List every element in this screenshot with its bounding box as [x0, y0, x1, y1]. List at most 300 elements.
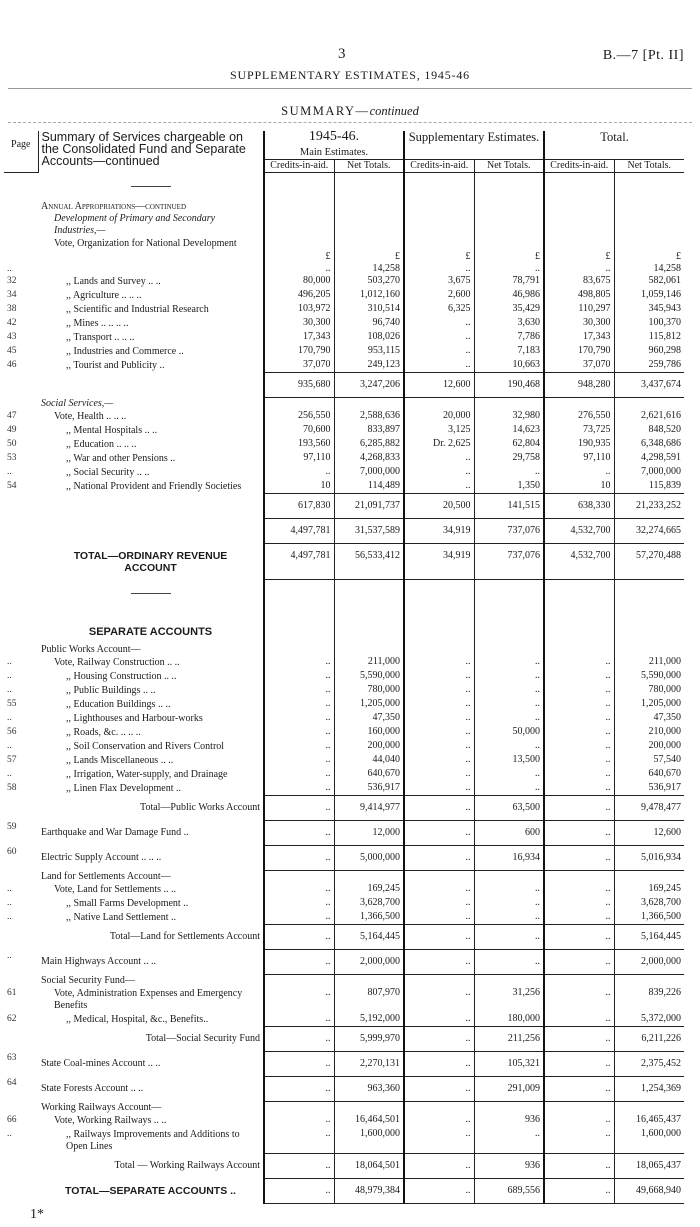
- page-ref-cell: [4, 608, 38, 644]
- row-description: ,, National Provident and Friendly Societies: [66, 480, 242, 492]
- value-cell: 14,258: [614, 263, 684, 275]
- value-cell: 689,556: [474, 1179, 544, 1204]
- value-cell: ..: [474, 656, 544, 670]
- value-cell: [404, 580, 474, 608]
- value-cell: ..: [264, 263, 334, 275]
- section-label-row: [4, 644, 684, 656]
- value-cell: 83,675: [544, 275, 614, 289]
- value-cell: [544, 975, 614, 987]
- value-cell: ..: [474, 740, 544, 754]
- value-cell: 496,205: [264, 289, 334, 303]
- table-row: [4, 275, 684, 289]
- row-description: TOTAL—ORDINARY REVENUE ACCOUNT: [73, 549, 228, 574]
- row-description: ,, Education .. .. ..: [66, 438, 137, 450]
- value-cell: [614, 1102, 684, 1114]
- value-cell: ..: [404, 1154, 474, 1179]
- value-cell: ..: [404, 466, 474, 480]
- page-ref-cell: [4, 644, 38, 656]
- value-cell: 737,076: [474, 519, 544, 544]
- value-cell: ..: [264, 670, 334, 684]
- total-header: Total.: [544, 131, 684, 160]
- value-cell: 6,348,686: [614, 438, 684, 452]
- value-cell: [404, 1102, 474, 1114]
- value-cell: ..: [404, 950, 474, 975]
- value-cell: 1,600,000: [614, 1128, 684, 1154]
- row-description: Social Services,—: [41, 397, 114, 409]
- value-cell: 34,919: [404, 519, 474, 544]
- page-ref-cell: 60: [7, 846, 17, 857]
- value-cell: 640,670: [614, 768, 684, 782]
- row-description: ,, Lands and Survey .. ..: [66, 275, 161, 287]
- value-cell: 3,630: [474, 317, 544, 331]
- value-cell: [474, 975, 544, 987]
- value-cell: 638,330: [544, 494, 614, 519]
- value-cell: 737,076: [474, 544, 544, 580]
- value-cell: 2,000,000: [334, 950, 404, 975]
- row-description: ,, Small Farms Development ..: [66, 897, 189, 909]
- page-ref-cell: [4, 1027, 38, 1052]
- page-ref-cell: 58: [7, 782, 17, 793]
- value-cell: ..: [544, 740, 614, 754]
- value-cell: 190,935: [544, 438, 614, 452]
- value-cell: 259,786: [614, 359, 684, 373]
- value-cell: [334, 608, 404, 644]
- value-cell: ..: [404, 987, 474, 1013]
- value-cell: 57,540: [614, 754, 684, 768]
- value-cell: [334, 1102, 404, 1114]
- row-description: Development of Primary and Secondary Industries,—: [54, 212, 216, 236]
- value-cell: [474, 213, 544, 237]
- value-cell: 18,065,437: [614, 1154, 684, 1179]
- value-cell: 169,245: [614, 883, 684, 897]
- value-cell: ..: [264, 1027, 334, 1052]
- page-ref-cell: [4, 925, 38, 950]
- description-column-header: Summary of Services chargeable on the Consolidated Fund and Separate Accounts—continued: [41, 130, 246, 168]
- value-cell: 10,663: [474, 359, 544, 373]
- value-cell: 57,270,488: [614, 544, 684, 580]
- main-estimates-label: Main Estimates.: [299, 147, 369, 158]
- net-header: Net Totals.: [334, 160, 404, 173]
- value-cell: ..: [264, 1128, 334, 1154]
- total-row: [4, 925, 684, 950]
- page-ref-cell: 63: [7, 1052, 17, 1063]
- row-description: Vote, Administration Expenses and Emergency Benefits: [54, 987, 243, 1011]
- short-rule: [38, 580, 264, 608]
- row-description: ,, Roads, &c. .. .. ..: [66, 726, 141, 738]
- value-cell: 617,830: [264, 494, 334, 519]
- value-cell: [614, 580, 684, 608]
- table-row: [4, 754, 684, 768]
- value-cell: 1,012,160: [334, 289, 404, 303]
- value-cell: ..: [544, 925, 614, 950]
- value-cell: £: [614, 237, 684, 263]
- row-description: Total — Working Railways Account: [114, 1159, 260, 1171]
- value-cell: ..: [474, 1128, 544, 1154]
- value-cell: [614, 608, 684, 644]
- value-cell: 1,366,500: [334, 911, 404, 925]
- value-cell: 2,600: [404, 289, 474, 303]
- value-cell: [264, 173, 334, 201]
- value-cell: ..: [404, 754, 474, 768]
- row-description: ,, Native Land Settlement ..: [66, 911, 176, 923]
- value-cell: [474, 398, 544, 410]
- page-ref-cell: [4, 1102, 38, 1114]
- table-row: [4, 1114, 684, 1128]
- row-description: ,, Social Security .. ..: [66, 466, 150, 478]
- document-reference: B.—7 [Pt. II]: [602, 48, 684, 63]
- table-row: [4, 345, 684, 359]
- value-cell: [404, 201, 474, 213]
- value-cell: £: [544, 237, 614, 263]
- value-cell: [264, 213, 334, 237]
- value-cell: 5,999,970: [334, 1027, 404, 1052]
- page-ref-cell: ..: [7, 911, 12, 922]
- value-cell: [474, 871, 544, 883]
- value-cell: 7,000,000: [614, 466, 684, 480]
- value-cell: ..: [264, 712, 334, 726]
- value-cell: 12,000: [334, 821, 404, 846]
- value-cell: [334, 213, 404, 237]
- page-ref-cell: [4, 398, 38, 410]
- value-cell: 948,280: [544, 373, 614, 398]
- divider: [8, 122, 692, 123]
- value-cell: 6,211,226: [614, 1027, 684, 1052]
- value-cell: 115,812: [614, 331, 684, 345]
- page-ref-cell: [4, 173, 38, 201]
- value-cell: 276,550: [544, 410, 614, 424]
- value-cell: [474, 173, 544, 201]
- value-cell: ..: [404, 821, 474, 846]
- value-cell: 249,123: [334, 359, 404, 373]
- value-cell: ..: [404, 1013, 474, 1027]
- page-column-header: Page: [4, 131, 38, 173]
- value-cell: 2,375,452: [614, 1052, 684, 1077]
- value-cell: ..: [474, 950, 544, 975]
- row-description: ,, Linen Flax Development ..: [66, 782, 181, 794]
- value-cell: 582,061: [614, 275, 684, 289]
- value-cell: [404, 213, 474, 237]
- value-cell: [334, 644, 404, 656]
- section-label-row: [4, 975, 684, 987]
- row-description: ,, Mines .. .. .. ..: [66, 317, 129, 329]
- supplementary-estimates-header: Supplementary Estimates.: [404, 131, 544, 160]
- page-ref-cell: ..: [7, 1128, 12, 1139]
- value-cell: [544, 213, 614, 237]
- section-divider-row: [4, 173, 684, 201]
- value-cell: 4,532,700: [544, 519, 614, 544]
- value-cell: ..: [404, 1128, 474, 1154]
- value-cell: 105,321: [474, 1052, 544, 1077]
- value-cell: 963,360: [334, 1077, 404, 1102]
- page-ref-cell: 43: [7, 331, 17, 342]
- value-cell: 114,489: [334, 480, 404, 494]
- page-ref-cell: ..: [7, 670, 12, 681]
- page-ref-cell: [4, 1179, 38, 1204]
- value-cell: ..: [264, 726, 334, 740]
- value-cell: [614, 871, 684, 883]
- value-cell: 97,110: [544, 452, 614, 466]
- value-cell: 640,670: [334, 768, 404, 782]
- page-ref-cell: 46: [7, 359, 17, 370]
- value-cell: ..: [544, 1179, 614, 1204]
- total-row: [4, 1027, 684, 1052]
- value-cell: ..: [264, 1013, 334, 1027]
- section-heading-row: [4, 608, 684, 644]
- row-description: ,, Railways Improvements and Additions to Open Lines: [66, 1128, 240, 1152]
- value-cell: [264, 644, 334, 656]
- row-description: Vote, Organization for National Development: [54, 237, 237, 249]
- value-cell: ..: [544, 726, 614, 740]
- table-row: [4, 331, 684, 345]
- summary-table: [4, 131, 684, 1204]
- value-cell: ..: [404, 1077, 474, 1102]
- value-cell: 10: [544, 480, 614, 494]
- value-cell: 62,804: [474, 438, 544, 452]
- value-cell: 12,600: [404, 373, 474, 398]
- value-cell: ..: [474, 712, 544, 726]
- value-cell: ..: [474, 768, 544, 782]
- table-row: [4, 656, 684, 670]
- value-cell: [544, 398, 614, 410]
- value-cell: ..: [264, 740, 334, 754]
- value-cell: 536,917: [334, 782, 404, 796]
- value-cell: ..: [544, 883, 614, 897]
- rule-line: [131, 593, 171, 594]
- row-description: ,, Housing Construction .. ..: [66, 670, 177, 682]
- value-cell: ..: [544, 1077, 614, 1102]
- value-cell: ..: [474, 897, 544, 911]
- page-ref-cell: ..: [7, 897, 12, 908]
- value-cell: 3,437,674: [614, 373, 684, 398]
- total-row: [4, 1154, 684, 1179]
- value-cell: 44,040: [334, 754, 404, 768]
- value-cell: ..: [544, 670, 614, 684]
- value-cell: [334, 173, 404, 201]
- value-cell: 193,560: [264, 438, 334, 452]
- table-row: [4, 740, 684, 754]
- value-cell: ..: [264, 754, 334, 768]
- summary-label: SUMMARY—: [281, 104, 370, 118]
- value-cell: ..: [474, 698, 544, 712]
- value-cell: 3,247,206: [334, 373, 404, 398]
- value-cell: 1,366,500: [614, 911, 684, 925]
- row-description: ,, Lands Miscellaneous .. ..: [66, 754, 174, 766]
- value-cell: ..: [264, 987, 334, 1013]
- value-cell: [544, 1102, 614, 1114]
- value-cell: ..: [264, 1114, 334, 1128]
- table-row: [4, 987, 684, 1013]
- row-description: Main Highways Account .. ..: [41, 955, 156, 967]
- value-cell: ..: [474, 925, 544, 950]
- value-cell: 6,285,882: [334, 438, 404, 452]
- value-cell: 4,268,833: [334, 452, 404, 466]
- value-cell: ..: [404, 897, 474, 911]
- row-description: ,, Irrigation, Water-supply, and Drainage: [66, 768, 228, 780]
- value-cell: 4,298,591: [614, 452, 684, 466]
- value-cell: 200,000: [334, 740, 404, 754]
- value-cell: ..: [264, 1179, 334, 1204]
- net-header: Net Totals.: [474, 160, 544, 173]
- value-cell: [404, 871, 474, 883]
- value-cell: [544, 201, 614, 213]
- value-cell: 5,192,000: [334, 1013, 404, 1027]
- value-cell: [334, 580, 404, 608]
- main-estimates-year: 1945-46.: [308, 129, 360, 144]
- value-cell: ..: [404, 1027, 474, 1052]
- value-cell: 34,919: [404, 544, 474, 580]
- value-cell: 1,205,000: [334, 698, 404, 712]
- page-ref-cell: 47: [7, 410, 17, 421]
- value-cell: 5,000,000: [334, 846, 404, 871]
- row-description: Social Security Fund—: [41, 974, 135, 986]
- value-cell: 7,000,000: [334, 466, 404, 480]
- value-cell: 200,000: [614, 740, 684, 754]
- credits-header: Credits-in-aid.: [404, 160, 474, 173]
- footer-mark: 1*: [30, 1207, 44, 1222]
- total-row: [4, 544, 684, 580]
- row-description: Total—Land for Settlements Account: [109, 930, 260, 942]
- value-cell: 4,497,781: [264, 544, 334, 580]
- value-cell: [544, 644, 614, 656]
- value-cell: 108,026: [334, 331, 404, 345]
- value-cell: 29,758: [474, 452, 544, 466]
- value-cell: ..: [404, 452, 474, 466]
- value-cell: 160,000: [334, 726, 404, 740]
- value-cell: [544, 580, 614, 608]
- table-row: [4, 480, 684, 494]
- value-cell: ..: [474, 782, 544, 796]
- value-cell: [404, 608, 474, 644]
- value-cell: ..: [544, 911, 614, 925]
- value-cell: 1,600,000: [334, 1128, 404, 1154]
- value-cell: 110,297: [544, 303, 614, 317]
- page-number: 3: [338, 46, 346, 62]
- value-cell: 78,791: [474, 275, 544, 289]
- page-ref-cell: ..: [7, 950, 12, 961]
- value-cell: ..: [264, 684, 334, 698]
- value-cell: 780,000: [614, 684, 684, 698]
- value-cell: [474, 580, 544, 608]
- row-description: Working Railways Account—: [41, 1101, 162, 1113]
- value-cell: 37,070: [264, 359, 334, 373]
- total-row: [4, 1052, 684, 1077]
- value-cell: 1,350: [474, 480, 544, 494]
- total-row: [4, 821, 684, 846]
- value-cell: 16,464,501: [334, 1114, 404, 1128]
- row-description: Vote, Land for Settlements .. ..: [54, 883, 177, 895]
- value-cell: [264, 871, 334, 883]
- table-row: [4, 452, 684, 466]
- row-description: ,, Public Buildings .. ..: [66, 684, 156, 696]
- table-row: [4, 768, 684, 782]
- summary-continued: continued: [369, 104, 419, 118]
- value-cell: [404, 173, 474, 201]
- net-header: Net Totals.: [614, 160, 684, 173]
- value-cell: ..: [544, 1154, 614, 1179]
- row-description: [38, 519, 264, 544]
- value-cell: ..: [474, 263, 544, 275]
- value-cell: £: [264, 237, 334, 263]
- value-cell: 536,917: [614, 782, 684, 796]
- value-cell: [474, 1102, 544, 1114]
- row-description: Land for Settlements Account—: [41, 870, 171, 882]
- value-cell: ..: [264, 821, 334, 846]
- page-ref-cell: [4, 201, 38, 213]
- value-cell: ..: [404, 670, 474, 684]
- row-description: Annual Appropriations—continued: [41, 200, 187, 212]
- value-cell: ..: [264, 768, 334, 782]
- row-description: ,, Medical, Hospital, &c., Benefits..: [66, 1013, 209, 1025]
- table-row: [4, 883, 684, 897]
- total-row: [4, 519, 684, 544]
- row-description: ,, Industries and Commerce ..: [66, 345, 184, 357]
- table-row: [4, 237, 684, 263]
- value-cell: [474, 644, 544, 656]
- value-cell: ..: [404, 740, 474, 754]
- page-ref-cell: 57: [7, 754, 17, 765]
- value-cell: [614, 644, 684, 656]
- value-cell: 180,000: [474, 1013, 544, 1027]
- page-ref-cell: 50: [7, 438, 17, 449]
- value-cell: 21,233,252: [614, 494, 684, 519]
- value-cell: 1,254,369: [614, 1077, 684, 1102]
- page-ref-cell: ..: [7, 263, 12, 274]
- value-cell: 4,532,700: [544, 544, 614, 580]
- value-cell: ..: [474, 684, 544, 698]
- value-cell: 31,537,589: [334, 519, 404, 544]
- value-cell: 37,070: [544, 359, 614, 373]
- value-cell: 70,600: [264, 424, 334, 438]
- value-cell: ..: [404, 1179, 474, 1204]
- total-row: [4, 846, 684, 871]
- value-cell: 211,000: [614, 656, 684, 670]
- value-cell: 190,468: [474, 373, 544, 398]
- row-description: [38, 373, 264, 398]
- value-cell: ..: [264, 897, 334, 911]
- value-cell: 14,258: [334, 263, 404, 275]
- value-cell: [544, 871, 614, 883]
- value-cell: 48,979,384: [334, 1179, 404, 1204]
- value-cell: 16,465,437: [614, 1114, 684, 1128]
- row-description: [38, 494, 264, 519]
- value-cell: 56,533,412: [334, 544, 404, 580]
- value-cell: 47,350: [334, 712, 404, 726]
- value-cell: ..: [264, 883, 334, 897]
- value-cell: ..: [544, 1052, 614, 1077]
- value-cell: [474, 201, 544, 213]
- value-cell: 936: [474, 1114, 544, 1128]
- value-cell: £: [474, 237, 544, 263]
- table-row: [4, 684, 684, 698]
- rule-line: [131, 186, 171, 187]
- value-cell: [544, 608, 614, 644]
- page-ref-cell: [4, 871, 38, 883]
- table-row: [4, 317, 684, 331]
- value-cell: ..: [264, 950, 334, 975]
- value-cell: 3,675: [404, 275, 474, 289]
- credits-header: Credits-in-aid.: [544, 160, 614, 173]
- value-cell: 936: [474, 1154, 544, 1179]
- page-ref-cell: 49: [7, 424, 17, 435]
- row-description: [38, 263, 264, 275]
- section-label-row: [4, 201, 684, 213]
- value-cell: ..: [544, 897, 614, 911]
- value-cell: 96,740: [334, 317, 404, 331]
- page-ref-cell: 66: [7, 1114, 17, 1125]
- value-cell: 32,274,665: [614, 519, 684, 544]
- total-row: [4, 796, 684, 821]
- value-cell: ..: [544, 656, 614, 670]
